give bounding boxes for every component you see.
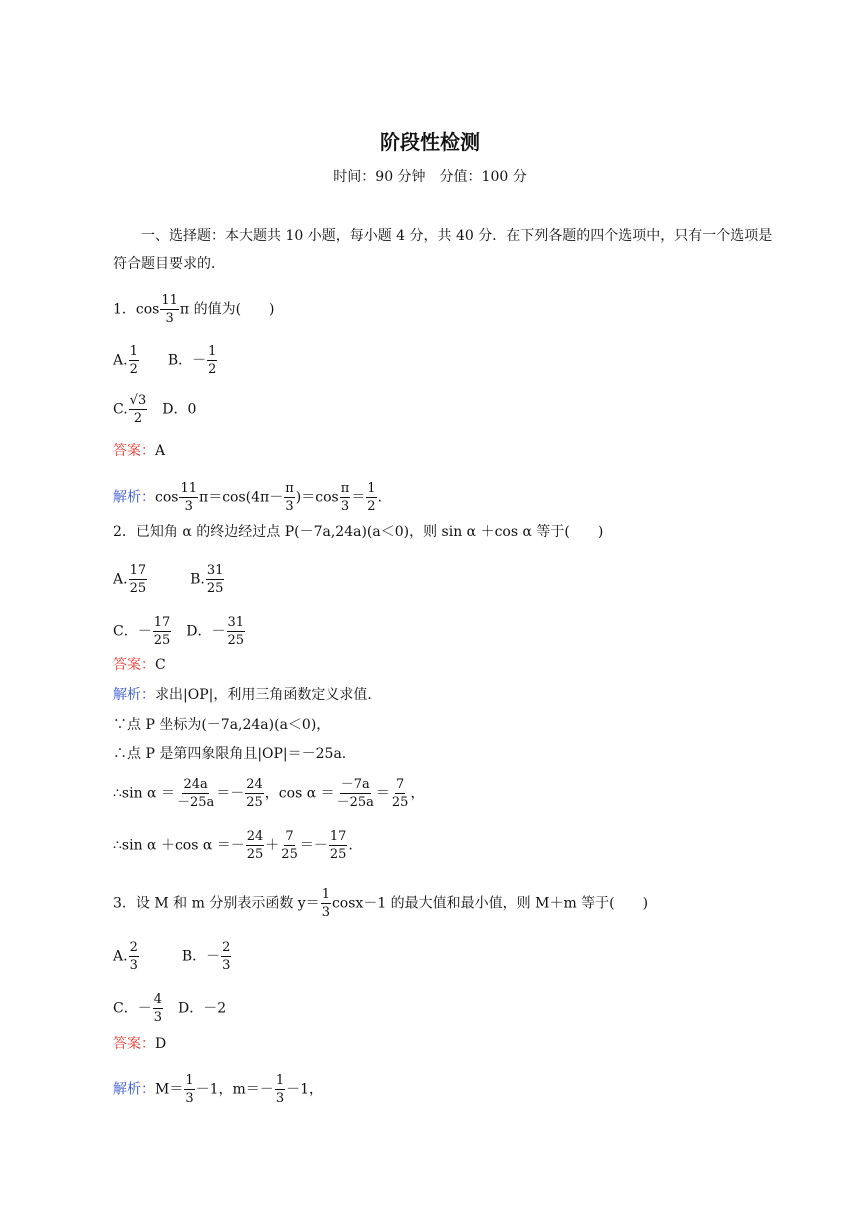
answer-label: 答案：: [113, 1036, 155, 1052]
question-3-options-cd: C．－ $\frac{4}{3}$ D．－2: [113, 992, 227, 1025]
fraction: $\frac{17}{25}$: [153, 615, 171, 648]
question-1-options-ab: A. $\frac{1}{2}$ B．－ $\frac{1}{2}$: [113, 344, 217, 377]
question-3-options-ab: A. $\frac{2}{3}$ B．－ $\frac{2}{3}$: [113, 940, 231, 973]
fraction: $\frac{31}{25}$: [206, 563, 224, 596]
fraction: $\frac{-7a}{-25a}$: [336, 777, 374, 810]
answer-label: 答案：: [113, 657, 155, 673]
question-2-stem: 2．已知角 α 的终边经过点 P(－7a,24a)(a＜0)，则 sin α ＋cos α 等于( ): [113, 524, 604, 540]
question-1-options-cd: C. $\frac{√3}{2}$ D．0: [113, 393, 197, 426]
question-2-options-ab: A. $\frac{17}{25}$ B. $\frac{31}{25}$: [113, 563, 224, 596]
fraction: $\frac{11}{3}$: [161, 293, 178, 326]
fraction: $\frac{11}{3}$: [180, 481, 198, 514]
analysis-label: 解析：: [113, 489, 155, 506]
fraction: $\frac{17}{25}$: [129, 563, 147, 596]
page-title: 阶段性检测: [380, 130, 480, 154]
fraction: $\frac{1}{3}$: [275, 1073, 285, 1106]
fraction: $\frac{1}{3}$: [185, 1073, 194, 1106]
question-2-answer: 答案：C: [113, 657, 166, 673]
analysis-label: 解析：: [113, 1081, 155, 1098]
fraction: $\frac{7}{25}$: [391, 777, 409, 810]
question-3-stem: 3．设 M 和 m 分别表示函数 y＝ $\frac{1}{3}$ cosx－1 的最大值和最小值，则 M＋m 等于( ): [113, 887, 649, 920]
section-instructions: 一、选择题：本大题共 10 小题，每小题 4 分，共 40 分．在下列各题的四个选项中，只有一个选项是符合题目要求的．: [113, 228, 773, 272]
fraction: $\frac{\pi}{3}$: [340, 481, 350, 514]
question-2-step-2: ∴点 P 是第四象限角且|OP|＝－25a.: [113, 746, 347, 762]
fraction: $\frac{2}{3}$: [222, 940, 231, 973]
page-subtitle: 时间：90 分钟 分值：100 分: [333, 169, 527, 185]
fraction: $\frac{√3}{2}$: [129, 393, 147, 426]
question-2-step-3: ∴sin α ＝ $\frac{24a}{-25a}$ ＝－ $\frac{24}{25}$ ，cos α ＝ $\frac{-7a}{-25a}$ ＝ $\frac{7}{25}$ ，: [113, 777, 425, 810]
fraction: $\frac{1}{2}$: [367, 481, 376, 514]
answer-label: 答案：: [113, 443, 155, 459]
question-2-step-4: ∴sin α ＋cos α ＝－ $\frac{24}{25}$ ＋ $\frac{7}{25}$ ＝－ $\frac{17}{25}$ .: [113, 829, 353, 862]
question-2-step-1: ∵点 P 坐标为(－7a,24a)(a＜0)，: [113, 717, 331, 733]
fraction: $\frac{2}{3}$: [129, 940, 138, 973]
fraction: $\frac{\pi}{3}$: [285, 481, 294, 514]
fraction: $\frac{1}{2}$: [129, 344, 138, 377]
question-1-answer: 答案：A: [113, 443, 166, 459]
question-1-analysis: 解析：cos $\frac{11}{3}$ π＝cos(4π－ $\frac{\pi}{3}$ )＝cos $\frac{\pi}{3}$ ＝ $\frac{1}{2}$ .: [113, 481, 382, 514]
fraction: $\frac{24}{25}$: [246, 777, 263, 810]
fraction: $\frac{1}{3}$: [321, 887, 330, 920]
fraction: $\frac{17}{25}$: [329, 829, 347, 862]
fraction: $\frac{31}{25}$: [227, 615, 245, 648]
fraction: $\frac{24a}{-25a}$: [176, 777, 215, 810]
fraction: $\frac{4}{3}$: [153, 992, 162, 1025]
question-1-stem: 1．cos $\frac{11}{3}$ π 的值为( ): [113, 293, 275, 326]
fraction: $\frac{24}{25}$: [246, 829, 264, 862]
question-2-options-cd: C．－ $\frac{17}{25}$ D．－ $\frac{31}{25}$: [113, 615, 245, 648]
question-3-answer: 答案：D: [113, 1036, 167, 1052]
fraction: $\frac{7}{25}$: [281, 829, 298, 862]
question-3-analysis: 解析：M＝ $\frac{1}{3}$ －1，m＝－ $\frac{1}{3}$ －1，: [113, 1073, 324, 1106]
fraction: $\frac{1}{2}$: [208, 344, 217, 377]
analysis-label: 解析：: [113, 687, 155, 703]
question-2-analysis: 解析：求出|OP|，利用三角函数定义求值．: [113, 687, 382, 703]
